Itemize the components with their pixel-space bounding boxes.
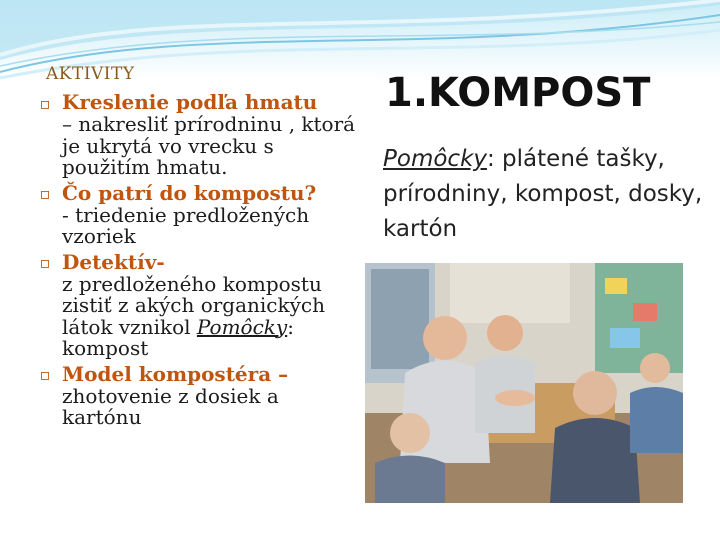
square-bullet-icon: ▫: [39, 253, 51, 272]
classroom-photo-icon: [365, 263, 683, 503]
item-title: Kreslenie podľa hmatu: [62, 90, 318, 114]
item-title: Čo patrí do kompostu?: [62, 180, 317, 205]
tools-text: [383, 142, 703, 247]
square-bullet-icon: ▫: [39, 184, 51, 203]
tools-colon: :: [487, 146, 495, 172]
classroom-photo: [365, 263, 683, 503]
square-bullet-icon: ▫: [39, 365, 51, 384]
tools-list: plátené tašky, prírodniny, kompost, dosky, kartón: [383, 146, 703, 242]
item-body: zhotovenie z dosiek a kartónu: [62, 383, 279, 429]
list-item: [30, 90, 360, 179]
list-item: [30, 181, 360, 248]
page-title: 1.KOMPOST: [385, 70, 651, 116]
item-body-text: z predloženého kompostu zistiť z akých organických látok vznikol: [62, 271, 326, 339]
item-body: – nakresliť prírodninu , ktorá je ukrytá vo vrecku s použitím hmatu.: [62, 112, 356, 179]
list-item: [30, 250, 360, 360]
item-title: Model kompostéra –: [62, 361, 289, 386]
item-body-underlined: Pomôcky: [196, 314, 288, 339]
item-title: Detektív-: [62, 249, 165, 274]
item-body-tail: : kompost: [62, 314, 294, 360]
activity-list: [30, 90, 360, 431]
square-bullet-icon: ▫: [39, 93, 51, 113]
section-heading: AKTIVITY: [46, 64, 135, 84]
list-item: [30, 362, 360, 429]
tools-lead: Pomôcky: [383, 146, 487, 172]
item-body: [62, 271, 360, 360]
item-body: - triedenie predložených vzoriek: [62, 202, 310, 248]
